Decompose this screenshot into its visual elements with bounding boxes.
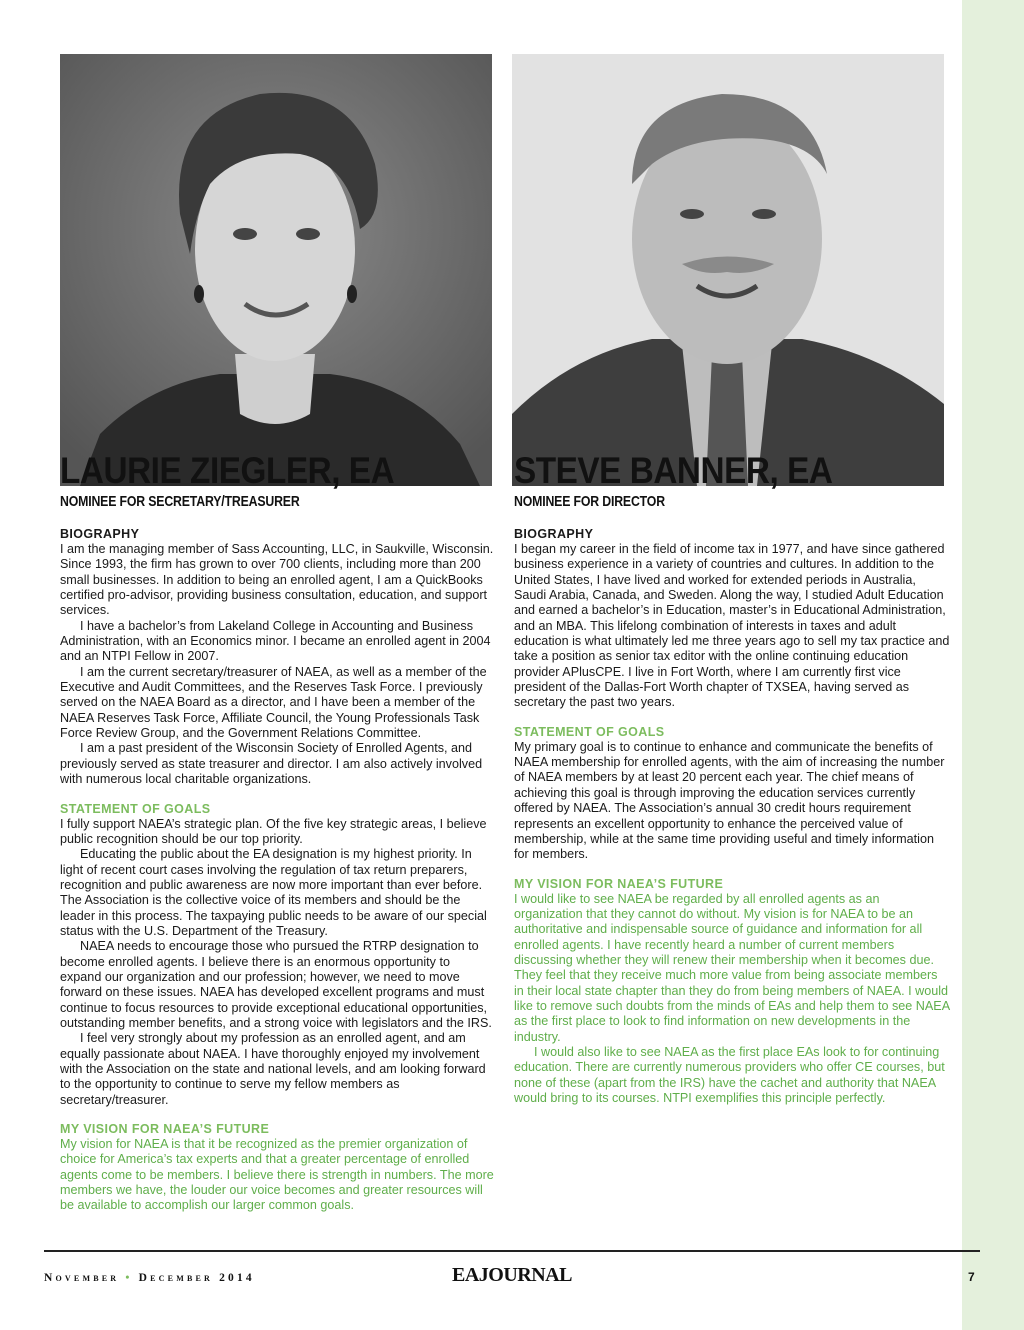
nominee-name-left: LAURIE ZIEGLER, EA: [60, 450, 395, 491]
paragraph: I feel very strongly about my profession as an enrolled agent, and am equally passionate about NAEA. I have thoroughly enjoyed my involvement with the Association on the state and national levels, and am looking forward to the opportunity to continue to serve my fellow members as secretary/treasurer.: [60, 1031, 486, 1107]
paragraph: My vision for NAEA is that it be recognized as the premier organization of choice for America’s tax experts and that a greater percentage of enrolled agents come to be members. I believe there is strength in numbers. The more members we have, the louder our voice becomes and greater resources will be available to accomplish our larger common goals.: [60, 1137, 494, 1213]
paragraph: My primary goal is to continue to enhance and communicate the benefits of NAEA membership for enrolled agents, with the aim of increasing the number of NAEA members by at least 20 percent each year. The chief means of achieving this goal is through improving the education services currently offered by NAEA. The Association’s annual 30 credit hours requirement represents an excellent opportunity to enhance the perceived value of membership, while at the same time providing useful and timely information for members.: [514, 739, 945, 862]
portrait-steve-banner: [512, 54, 944, 486]
issue-date: [44, 1272, 255, 1284]
issue-month-1: November: [44, 1272, 120, 1284]
nominee-name-right: STEVE BANNER, EA: [514, 450, 833, 491]
date-separator: •: [125, 1272, 133, 1284]
portrait-laurie-ziegler: [60, 54, 492, 486]
side-color-strip: [962, 0, 1024, 1330]
paragraph: I am a past president of the Wisconsin Society of Enrolled Agents, and previously served as state treasurer and director. I am also actively involved with numerous local charitable organizations.: [60, 741, 483, 787]
paragraph: I am the managing member of Sass Accounting, LLC, in Saukville, Wisconsin. Since 1993, the firm has grown to over 700 clients, including more than 200 small businesses. In addition to being an enrolled agent, I am a QuickBooks certified pro-advisor, providing business consultation, education, and support services.: [60, 542, 494, 618]
paragraph: NAEA needs to encourage those who pursued the RTRP designation to become enrolled agents. I believe there is an enormous opportunity to expand our organization and our profession; however, we need to move forward on these issues. NAEA has developed excellent programs and must continue to focus resources to provide exceptional educational opportunities, outstanding member benefits, and a strong voice with legislators and the IRS.: [60, 939, 492, 1030]
vision-heading: MY VISION FOR NAEA’S FUTURE: [514, 876, 724, 891]
goals-heading: STATEMENT OF GOALS: [514, 724, 665, 739]
paragraph: I began my career in the field of income tax in 1977, and have since gathered business experience in a variety of countries and cultures. In addition to the United States, I have lived and worked for extended periods in Australia, Saudi Arabia, Canada, and Sweden. Along the way, I studied Adult Education and earned a bachelor’s in Education, master’s in Educational Administration, and an MBA. This lifelong combination of interests in taxes and adult education is what ultimately led me three years ago to sell my tax practice and take a position as senior tax editor with the online continuing education provider APlusCPE. I live in Fort Worth, where I am currently first vice president of the Dallas-Fort Worth chapter of TXSEA, having served as secretary the past two years.: [514, 542, 950, 710]
vision-heading: MY VISION FOR NAEA’S FUTURE: [60, 1122, 270, 1137]
goals-heading: STATEMENT OF GOALS: [60, 801, 211, 816]
page-number: 7: [968, 1270, 975, 1284]
journal-logo: EAJOURNAL: [452, 1264, 572, 1286]
biography-heading: BIOGRAPHY: [514, 527, 594, 541]
issue-month-2: December 2014: [138, 1272, 255, 1284]
footer-rule: [44, 1250, 980, 1252]
paragraph: I have a bachelor’s from Lakeland College in Accounting and Business Administration, with an Economics minor. I became an enrolled agent in 2004 and an NTPI Fellow in 2007.: [60, 618, 491, 664]
paragraph: I am the current secretary/treasurer of NAEA, as well as a member of the Executive and Audit Committees, and the Reserves Task Force. I previously served on the NAEA Board as a director, and I have been a member of the NAEA Reserves Task Force, Affiliate Council, the Young Professionals Task Force Review Group, and the Government Relations Committee.: [60, 664, 487, 741]
right-article-column: [514, 527, 950, 1106]
paragraph: I would like to see NAEA be regarded by all enrolled agents as an organization that they cannot do without. My vision is for NAEA to be an authoritative and indispensable source of guidance and information for all enrolled agents. I have recently heard a number of current members discussing whether they will renew their membership when it becomes due. They feel that they receive much more value from being associate members in their local state chapter than they do from being members of NAEA. I would like to remove such doubts from the minds of EAs and help them to see NAEA as the first place to look to find information on new developments in the industry.: [514, 891, 950, 1044]
paragraph: I fully support NAEA’s strategic plan. Of the five key strategic areas, I believe public recognition should be our top priority.: [60, 816, 487, 846]
paragraph: Educating the public about the EA designation is my highest priority. In light of recent court cases involving the regulation of tax return preparers, recognition and public awareness are now more important than ever before. The Association is the collective voice of its members and should be the leader in this process. The taxpaying public needs to be aware of our special status with the U.S. Department of the Treasury.: [60, 847, 487, 938]
nominee-role-left: NOMINEE FOR SECRETARY/TREASURER: [60, 493, 300, 510]
left-article-column: [60, 527, 494, 1214]
paragraph: I would also like to see NAEA as the first place EAs look to for continuing education. There are currently numerous providers who offer CE courses, but none of these (apart from the IRS) have the cachet and authority that NAEA would bring to its courses. NTPI exemplifies this principle perfectly.: [514, 1044, 945, 1105]
nominee-role-right: NOMINEE FOR DIRECTOR: [514, 493, 665, 510]
biography-heading: BIOGRAPHY: [60, 527, 140, 541]
